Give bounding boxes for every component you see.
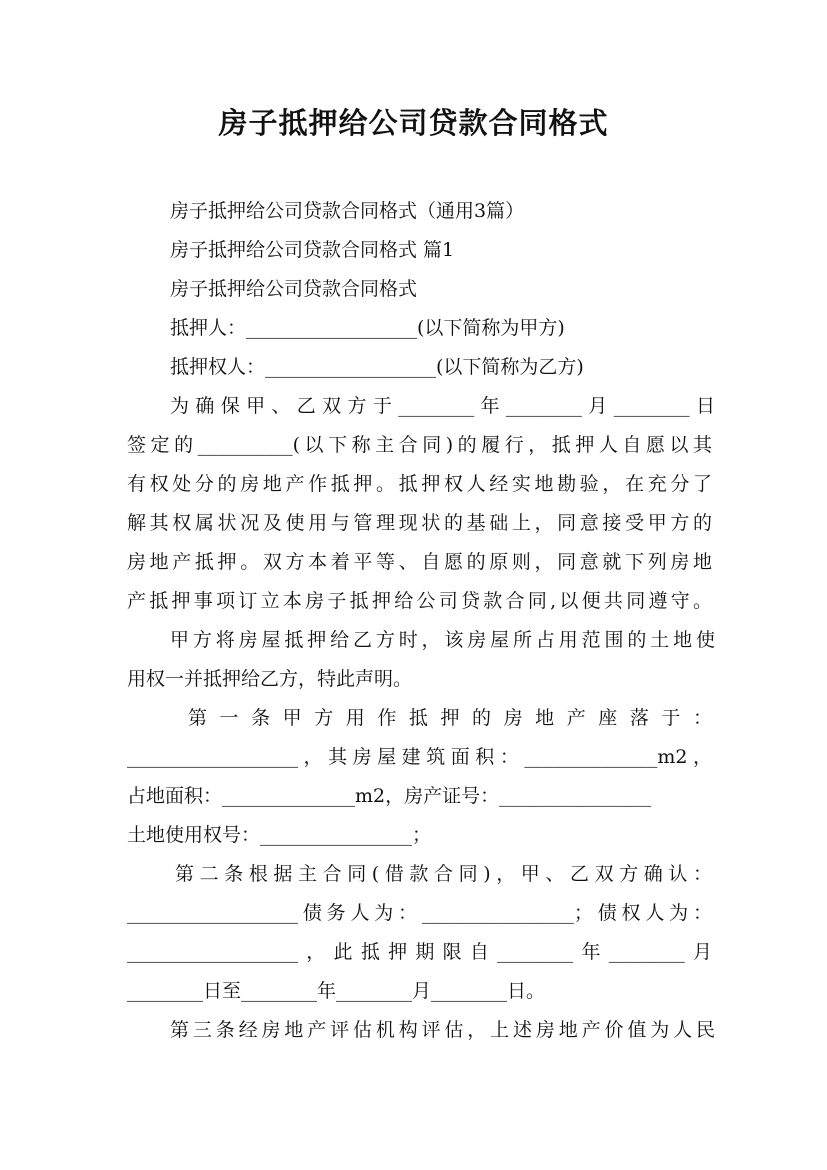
doc-line: 抵押人：__________________(以下简称为甲方) xyxy=(170,317,565,339)
doc-line: 解其权属状况及使用与管理现状的基础上，同意接受甲方的 xyxy=(127,512,712,534)
doc-line: 第三条经房地产评估机构评估，上述房地产价值为人民 xyxy=(170,1019,715,1041)
doc-line: 为确保甲、乙双方于________年________月________日 xyxy=(170,395,715,417)
doc-line: 用权一并抵押给乙方，特此声明。 xyxy=(127,668,413,690)
doc-line: 房子抵押给公司贷款合同格式（通用3篇） xyxy=(170,200,525,222)
doc-line: __________________，其房屋建筑面积：______________m2， xyxy=(127,746,712,768)
doc-line: 第一条甲方用作抵押的房地产座落于： xyxy=(188,707,712,729)
doc-line: 有权处分的房地产作抵押。抵押权人经实地勘验，在充分了 xyxy=(127,473,712,495)
doc-line: 房地产抵押。双方本着平等、自愿的原则，同意就下列房地 xyxy=(127,551,712,573)
doc-line: 房子抵押给公司贷款合同格式 篇1 xyxy=(170,239,455,261)
document-title: 房子抵押给公司贷款合同格式 xyxy=(218,106,609,140)
doc-line: ________日至________年________月________日。 xyxy=(127,980,546,1002)
doc-line: 第二条根据主合同(借款合同)，甲、乙双方确认： xyxy=(175,863,712,885)
doc-line: 抵押权人：__________________(以下简称为乙方) xyxy=(170,356,584,378)
doc-line: __________________债务人为：________________；债权人为： xyxy=(127,902,712,924)
doc-line: __________________，此抵押期限自________年________月 xyxy=(127,941,712,963)
doc-line: 签定的__________(以下称主合同)的履行，抵押人自愿以其 xyxy=(127,434,712,456)
doc-line: 房子抵押给公司贷款合同格式 xyxy=(170,278,418,300)
doc-line: 甲方将房屋抵押给乙方时，该房屋所占用范围的土地使 xyxy=(170,629,715,651)
doc-line: 产抵押事项订立本房子抵押给公司贷款合同,以便共同遵守。 xyxy=(127,590,712,612)
doc-line: 占地面积：______________m2，房产证号：________________ xyxy=(127,785,652,807)
doc-line: 土地使用权号：________________； xyxy=(127,824,432,846)
